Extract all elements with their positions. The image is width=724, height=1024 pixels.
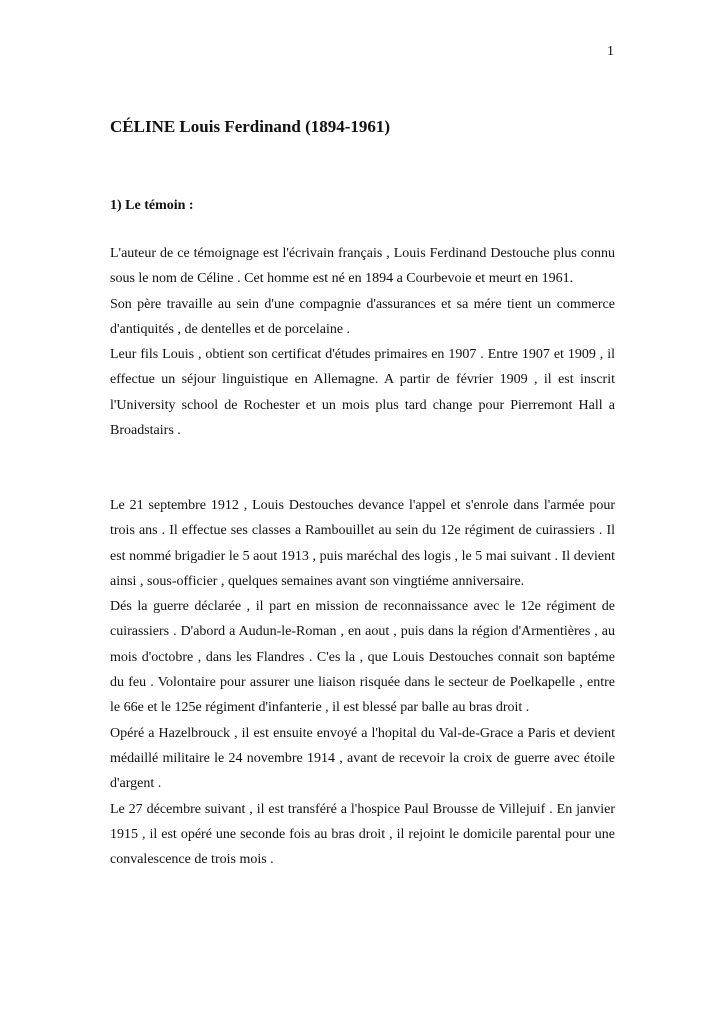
paragraph-parents: Son père travaille au sein d'une compagnie d'assurances et sa mére tient un commerce d'antiquités , de dentelles et de porcelaine . — [110, 296, 615, 337]
document-title: CÉLINE Louis Ferdinand (1894-1961) — [110, 117, 391, 136]
paragraph-enlistment: Le 21 septembre 1912 , Louis Destouches devance l'appel et s'enrole dans l'armée pour trois ans . Il effectue ses classes a Rambouillet au sein du 12e régiment de cuirassiers . Il est nommé brigadier le 5 aout 1913 , puis maréchal des logis , le 5 mai suivant . Il devient ainsi , sous-officier , quelques semaines avant son vingtiéme anniversaire. — [110, 498, 615, 589]
page-number: 1 — [607, 44, 614, 59]
paragraph-war-mission: Dés la guerre déclarée , il part en mission de reconnaissance avec le 12e régiment de cuirassiers . D'abord a Audun-le-Roman , en aout , puis dans la région d'Armentières , au mois d'octobre , dans les Flandres . C'es la , que Louis Destouches connait son baptéme du feu . Volontaire pour assurer une liaison risquée dans le secteur de Poelkapelle , entre le 66e et le 125e régiment d'infanterie , il est blessé par balle au bras droit . — [110, 599, 615, 716]
text-block-intro — [110, 241, 615, 443]
paragraph-education: Leur fils Louis , obtient son certificat d'études primaires en 1907 . Entre 1907 et 1909 , il effectue un séjour linguistique en Allemagne. A partir de février 1909 , il est inscrit l'University school de Rochester et un mois plus tard change pour Pierremont Hall a Broadstairs . — [110, 347, 615, 439]
paragraph-convalescence: Le 27 décembre suivant , il est transféré a l'hospice Paul Brousse de Villejuif . En janvier 1915 , il est opéré une seconde fois au bras droit , il rejoint le domicile parental pour une convalescence de trois mois . — [110, 801, 615, 868]
paragraph-hospital: Opéré a Hazelbrouck , il est ensuite envoyé a l'hopital du Val-de-Grace a Paris et devient médaillé militaire le 24 novembre 1914 , avant de recevoir la croix de guerre avec étoile d'argent . — [110, 725, 615, 792]
paragraph-author-birth: L'auteur de ce témoignage est l'écrivain français , Louis Ferdinand Destouche plus connu sous le nom de Céline . Cet homme est né en 1894 a Courbevoie et meurt en 1961. — [110, 246, 615, 287]
text-block-military — [110, 493, 615, 872]
section-heading: 1) Le témoin : — [110, 198, 194, 213]
